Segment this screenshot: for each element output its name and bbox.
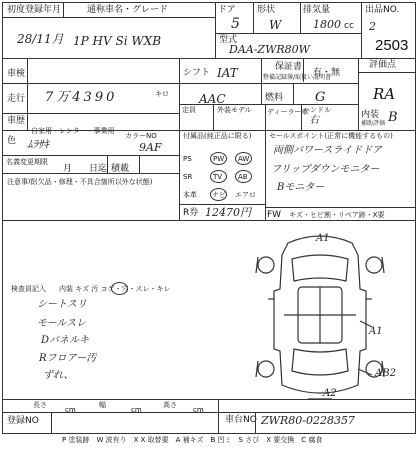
inspector-note-2: モールスレ (37, 318, 87, 329)
recycle-value: 12470円 (205, 206, 251, 219)
name-grade-value: 1P HV Si WXB (73, 34, 162, 48)
chassis-label: 車台NO (225, 415, 257, 425)
warranty-options: 有・無 (313, 68, 341, 78)
legend-text: P 塗装跡 W 波有り X X 取替要 A 補キズ B 凹ミ S さび X 要交換 C 腐食 (62, 436, 323, 444)
fuel-label: 燃料 (265, 93, 284, 103)
warranty-label: 保証書 (275, 62, 303, 72)
loading-label: 積載 (111, 164, 130, 174)
day-label: 日迄 (89, 164, 108, 174)
diagram-mark-right: A1 (369, 326, 383, 337)
dealer-label: ディーラー車 (267, 108, 309, 116)
displacement-value: 1800 (313, 18, 341, 31)
height-unit: cm (193, 406, 204, 414)
inspector-note-4: Rフロアー汚 (39, 353, 97, 364)
interior-sub: 補助評価 (361, 120, 386, 127)
sales-point-3: Bモニター (277, 182, 325, 193)
color-no-label: カラーNO (125, 132, 157, 140)
length-unit: cm (65, 406, 76, 414)
shape-value: W (269, 18, 282, 32)
grade-point-value: RA (373, 85, 396, 103)
color-change-label: 外装モデル (217, 106, 252, 114)
first-reg-value: 28/11月 (17, 32, 64, 46)
equip-aw: AW (238, 155, 250, 163)
warranty-sub: 整備記録簿/取扱い説明書 (263, 74, 332, 81)
first-reg-label: 初度登録年月 (7, 5, 62, 15)
width-unit: cm (131, 406, 142, 414)
equip-tv: TV (213, 173, 223, 181)
lane-value: 2 (369, 20, 376, 33)
interior-value: B (388, 110, 398, 125)
equip-ab: AB (238, 173, 248, 181)
height-label: 高さ (163, 401, 177, 409)
history-options: 自家用・レンター・事業用 (31, 127, 115, 135)
name-change-label: 名義変更期限 (6, 158, 48, 166)
mileage-value: 7万4390 (45, 90, 118, 105)
width-label: 幅 (99, 401, 106, 409)
inspector-note-5: ずれ、 (43, 370, 74, 381)
auction-sheet (2, 2, 416, 434)
fuel-value: G (315, 90, 326, 105)
diagram-mark-rear-right: AB2 (375, 368, 396, 379)
diagram-mark-rear: A2 (323, 388, 337, 399)
mileage-unit: キロ (155, 90, 169, 98)
shift-label: シフト (183, 68, 211, 78)
color-value: ﾑﾗｻｷ (27, 138, 49, 151)
sales-point-2: フリップダウンモニター (271, 164, 380, 175)
interior-label: 内装 (361, 110, 380, 120)
inspector-note-3: Dパネルキ (41, 335, 90, 346)
sales-points-label: セールスポイント(正常に機能するもの) (269, 132, 393, 140)
inspector-options: 内装 キズ 汚 コゲ・穴・スレ・キレ (59, 285, 171, 293)
equip-aero: エアロ (235, 191, 256, 199)
handle-label: ハンドル (303, 106, 331, 114)
car-diagram (248, 229, 393, 401)
vehicle-inspect-label: 車検 (7, 69, 26, 79)
equip-pw: PW (213, 155, 225, 163)
month-label: 月 (63, 164, 73, 174)
model-label: 型式 (219, 35, 238, 45)
reg-no-label: 登録NO (7, 416, 39, 426)
mileage-label: 走行 (7, 94, 26, 104)
inspector-label: 検査員記入 (11, 285, 46, 293)
inspector-note-1: シートスリ (37, 299, 87, 310)
shift-value: IAT (217, 66, 238, 80)
history-label: 車歴 (7, 116, 26, 126)
damage-label: キズ・ヒビ割・リペア跡・X要 (289, 211, 385, 219)
lot-number: 2503 (375, 37, 409, 54)
doors-value: 5 (231, 16, 240, 32)
sales-point-1: 両側パワースライドドア (273, 145, 382, 156)
exhibit-no-label: 出品NO. (365, 5, 400, 15)
notes-label: 注意事項(欠品・修理・不具合箇所以外な状態) (7, 178, 153, 186)
doors-label: ドア (218, 5, 236, 15)
color-no-value: 9AF (139, 141, 162, 154)
equip-ps: PS (183, 155, 192, 163)
diagram-mark-front: A1 (316, 233, 330, 244)
capacity-label: 定員 (182, 106, 196, 114)
chassis-value: ZWR80-0228357 (261, 414, 355, 427)
fw-label: FW (267, 210, 282, 220)
displacement-unit: cc (344, 21, 354, 31)
equip-leather: 本革 (183, 191, 197, 199)
equipment-label: 付属品(純正品に限る) (183, 132, 252, 140)
ac-value: AAC (199, 92, 226, 106)
equip-sr: SR (183, 173, 193, 181)
color-label: 色 (7, 136, 17, 146)
dealer-value: 右 (309, 115, 319, 126)
displacement-label: 排気量 (303, 5, 331, 15)
recycle-label: R券 (183, 208, 199, 218)
shape-label: 形状 (257, 5, 276, 15)
model-value: DAA-ZWR80W (229, 43, 310, 56)
name-grade-label: 通称車名・グレード (87, 5, 169, 15)
grade-point-label: 評価点 (369, 60, 397, 70)
equip-navi: ナビ (212, 191, 226, 199)
length-label: 長さ (33, 401, 47, 409)
